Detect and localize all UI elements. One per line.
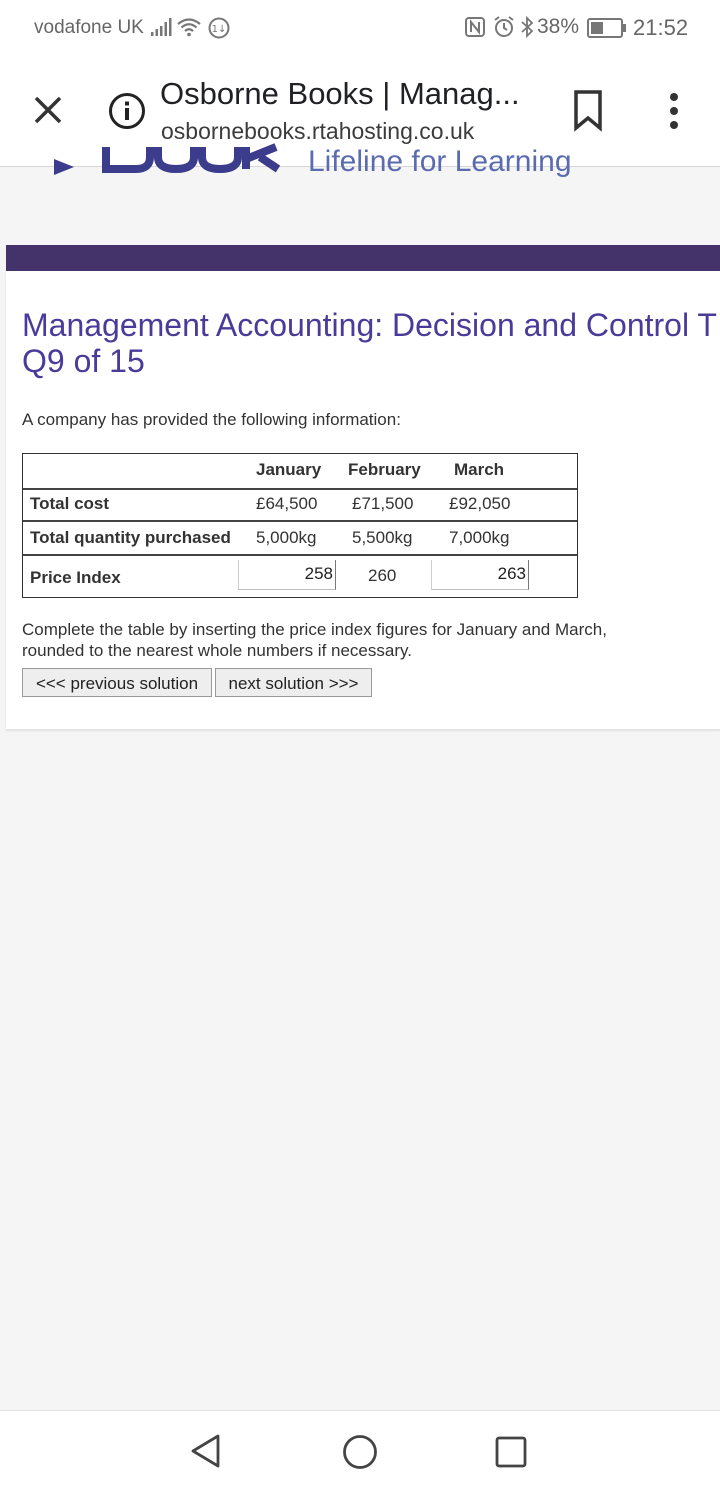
price-index-row (23, 556, 577, 597)
battery-icon (587, 18, 627, 38)
site-logo-strip (0, 145, 720, 181)
table-cell: £71,500 (352, 494, 414, 513)
table-cell: £92,050 (449, 494, 511, 513)
price-index-table (22, 453, 578, 598)
svg-text:1↓: 1↓ (211, 24, 227, 35)
status-bar (0, 0, 720, 56)
row-label-total-cost: Total cost (30, 494, 110, 513)
battery-percent: 38% (537, 15, 580, 38)
column-header-january: January (256, 460, 322, 479)
table-cell: 7,000kg (449, 528, 510, 547)
january-price-index-input[interactable]: 258 (238, 560, 336, 590)
previous-solution-button[interactable]: <<< previous solution (22, 668, 212, 697)
table-cell: 5,500kg (352, 528, 413, 547)
osborne-books-logo (46, 143, 296, 179)
header-bar (6, 245, 720, 271)
recents-icon[interactable] (494, 1435, 528, 1469)
bluetooth-icon (519, 15, 535, 39)
question-card (6, 271, 720, 730)
table-row (23, 488, 577, 522)
overflow-menu-icon[interactable] (660, 90, 688, 132)
back-icon[interactable] (188, 1433, 224, 1469)
table-row (23, 522, 577, 556)
carrier-name: vodafone UK (34, 17, 144, 38)
info-icon[interactable] (108, 92, 146, 130)
system-navigation-bar (0, 1410, 720, 1494)
question-title: Management Accounting: Decision and Control T (22, 307, 717, 343)
site-tagline: Lifeline for Learning (308, 145, 572, 178)
bookmark-icon[interactable] (570, 88, 606, 132)
table-cell: £64,500 (256, 494, 318, 513)
row-label-total-quantity: Total quantity purchased (30, 528, 231, 547)
question-number: Q9 of 15 (22, 343, 145, 379)
march-price-index-input[interactable]: 263 (431, 560, 529, 590)
next-solution-button[interactable]: next solution >>> (215, 668, 372, 697)
column-header-march: March (454, 460, 505, 479)
wifi-icon (176, 16, 202, 38)
february-price-index: 260 (368, 566, 397, 585)
close-icon[interactable] (28, 90, 68, 130)
table-header-row (23, 454, 577, 490)
clock: 21:52 (633, 15, 689, 40)
home-icon[interactable] (341, 1433, 379, 1471)
signal-icon (150, 16, 174, 38)
page-title: Osborne Books | Manag... (160, 76, 520, 111)
nfc-icon (464, 15, 486, 39)
question-intro: A company has provided the following information: (22, 410, 401, 429)
table-cell: 5,000kg (256, 528, 317, 547)
column-header-february: February (348, 460, 421, 479)
alarm-icon (492, 15, 516, 39)
data-saver-icon (207, 16, 231, 40)
question-instructions: Complete the table by inserting the price index figures for January and March, rounded to the nearest whole numbers if necessary. (22, 620, 607, 660)
question-heading (22, 307, 717, 379)
page-url: osbornebooks.rtahosting.co.uk (161, 118, 475, 144)
row-label-price-index: Price Index (30, 568, 121, 587)
